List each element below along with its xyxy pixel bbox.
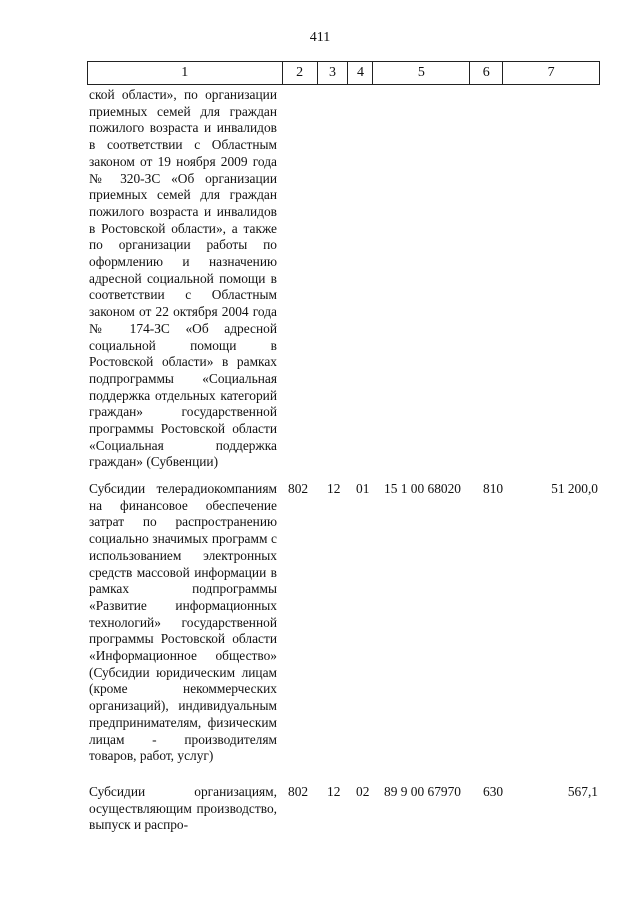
page-number: 411	[309, 30, 331, 45]
row-2-col-2: 802	[288, 784, 309, 799]
header-col-4: 4	[348, 62, 373, 84]
header-col-2: 2	[283, 62, 318, 84]
header-col-7: 7	[547, 65, 555, 80]
row-1-col-4: 01	[356, 481, 370, 496]
row-2-col-6: 630	[483, 784, 504, 799]
table-header	[87, 61, 600, 85]
row-1-col-7: 51 200,0	[551, 481, 598, 496]
row-2-description: Субсидии организациям, осуществляющим производство, выпуск и распро-	[89, 784, 277, 833]
row-1-col-5: 15 1 00 68020	[384, 481, 461, 496]
row-2-col-4: 02	[356, 784, 370, 799]
row-0-description: ской области», по организации приемных семей для граждан пожилого возраста и инвалидов в соответствии с Областным законом от 19 ноября 2009 года № 320-ЗС «Об организации приемных семей для граждан пожилого возраста и инвалидов в Ростовской области», а также по организации работы по оформлению и назначению адресной социальной помощи в соответствии с Областным законом от 22 октября 2004 года № 174-ЗС «Об адресной социальной помощи в Ростовской области» в рамках подпрограммы «Социальная поддержка отдельных категорий граждан» государственной программы Ростовской области «Социальная поддержка граждан» (Субвенции)	[89, 87, 277, 470]
row-2-col-3: 12	[327, 784, 341, 799]
row-2-col-5: 89 9 00 67970	[384, 784, 461, 799]
row-2-col-7: 567,1	[567, 784, 598, 799]
header-col-5: 5	[373, 62, 470, 84]
row-1-col-6: 810	[483, 481, 504, 496]
row-1-description: Субсидии телерадиокомпаниям на финансовое обеспечение затрат по распространению социально значимых программ с использованием электронных средств массовой информации в рамках подпрограммы «Развитие информационных технологий» государственной программы Ростовской области «Информационное общество» (Субсидии юридическим лицам (кроме некоммерческих организаций), индивидуальным предпринимателям, физическим лицам - производителям товаров, работ, услуг)	[89, 481, 277, 764]
header-col-3: 3	[318, 62, 349, 84]
row-1-col-2: 802	[288, 481, 309, 496]
header-col-6: 6	[470, 62, 503, 84]
row-1-col-3: 12	[327, 481, 341, 496]
header-col-1: 1	[88, 62, 283, 84]
